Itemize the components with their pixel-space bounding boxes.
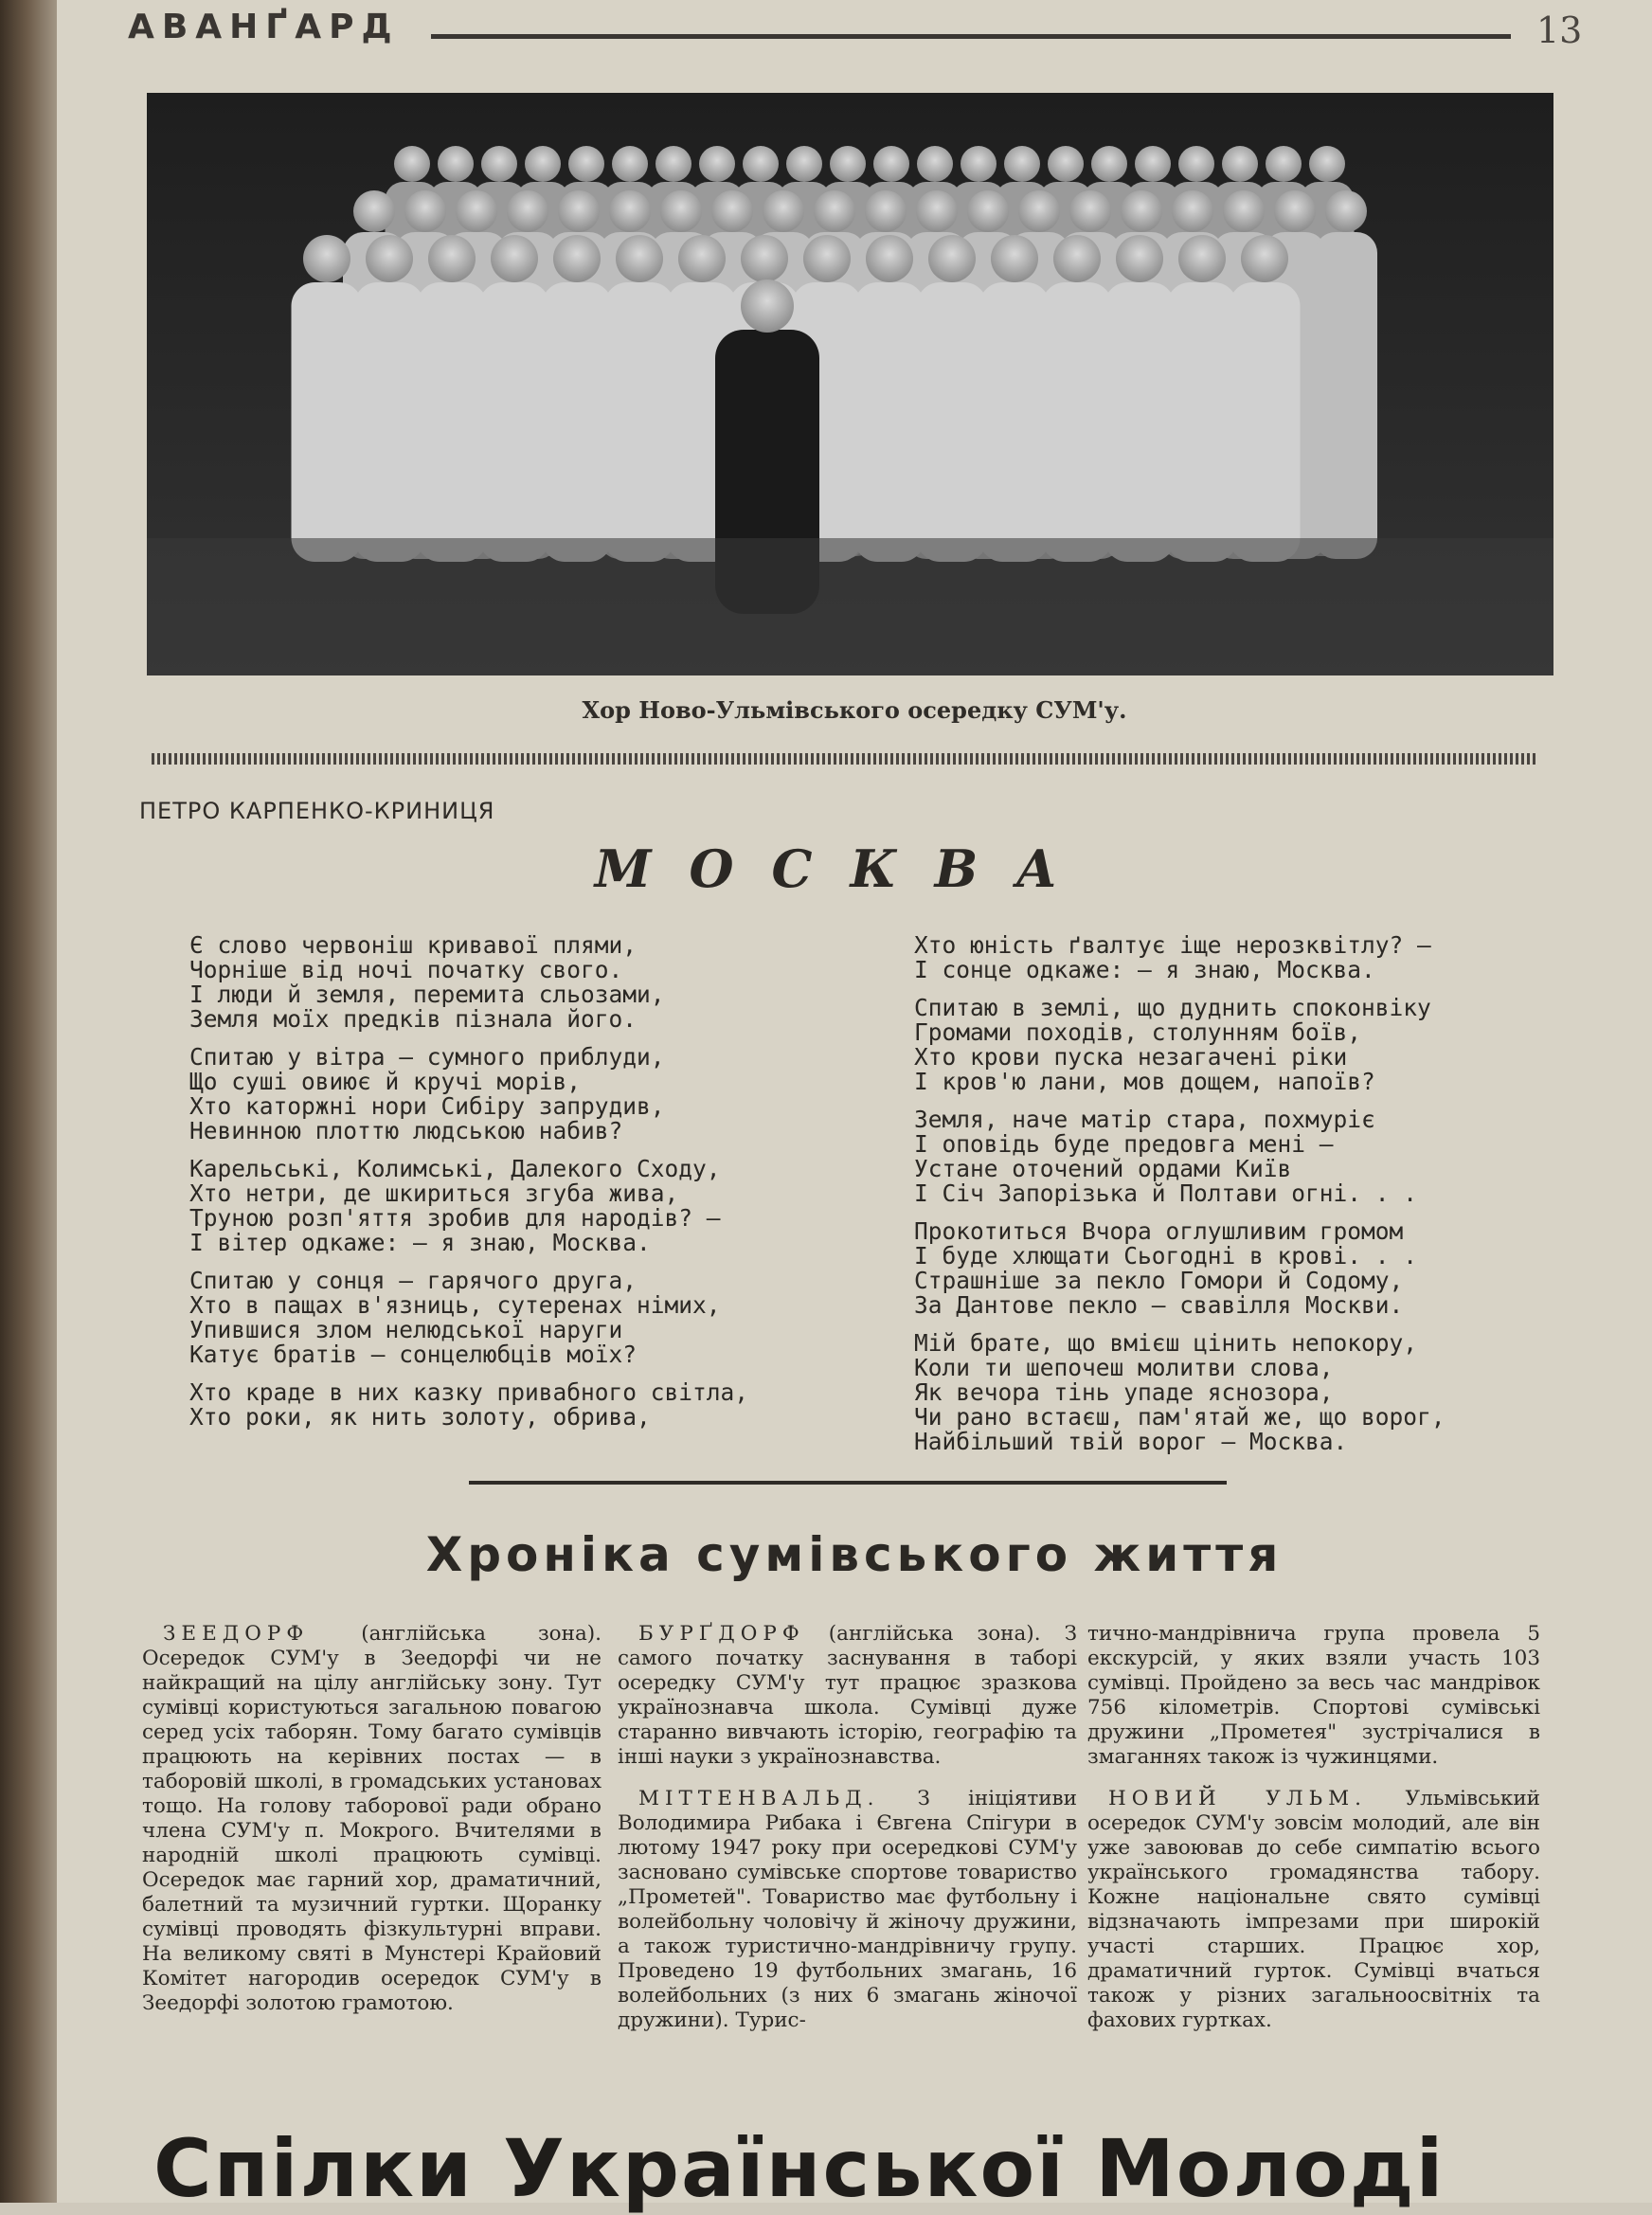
poem-stanza: [189, 1380, 853, 1430]
chronicle-column-1: [142, 1622, 602, 2033]
poem-stanza: [914, 1108, 1520, 1206]
poem-line: Земля моїх предків пізнала його.: [189, 1005, 637, 1033]
poem-title: МОСКВА: [594, 838, 1096, 899]
chronicle-text: З ініціятиви Володимира Рибака і Євгена Спігури в лютому 1947 року при осередкові СУМ'у засновано сумівське спортове товариство „Прометей". Товариство має футбольну і волейбольну чоловічу й жіночу дружини, а також туристично-мандрівничу групу. Проведено 19 футбольних змагань, 16 волейбольних (з них 6 змагань жіночої дружини). Турис-: [618, 1787, 1077, 2032]
singer-head: [866, 235, 913, 282]
singer-head: [1172, 190, 1213, 232]
chronicle-place: БУРҐДОРФ: [638, 1622, 805, 1646]
singer-body: [1315, 232, 1377, 559]
singer-head: [916, 190, 958, 232]
poem-line: І люди й земля, перемита сльозами,: [189, 981, 665, 1008]
singer-head: [1053, 235, 1101, 282]
singer-body: [979, 282, 1050, 562]
singer-head: [1241, 235, 1288, 282]
singer-head: [456, 190, 497, 232]
chronicle-text: тично-мандрівнича група провела 5 екскурсій, у яких взяли участь 103 сумівці. Пройдено за весь час мандрівок 756 кілометрів. Спортові сумівські дружини „Прометея" зустрічалися в змаганнях також із чужинцями.: [1087, 1622, 1540, 1769]
poem-line: Громами походів, столунням боїв,: [914, 1018, 1362, 1046]
singer-head: [873, 146, 909, 182]
singer-head: [865, 190, 907, 232]
singer-head: [1266, 146, 1302, 182]
section-divider: [152, 753, 1536, 765]
singer-head: [814, 190, 855, 232]
singer-head: [1222, 146, 1258, 182]
poem-stanza: [189, 1045, 853, 1144]
singer-head: [967, 190, 1009, 232]
poem-stanza: [914, 933, 1520, 982]
singer-head: [366, 235, 413, 282]
poem-line: Прокотиться Вчора оглушливим громом: [914, 1217, 1404, 1245]
singer-body: [604, 282, 675, 562]
singer-head: [568, 146, 604, 182]
chronicle-entry: [1087, 1787, 1540, 2033]
singer-head: [1178, 235, 1226, 282]
singer-head: [803, 235, 851, 282]
poem-line: Як вечора тінь упаде яснозора,: [914, 1378, 1334, 1406]
singer-head: [404, 190, 446, 232]
singer-head: [678, 235, 726, 282]
singer-head: [1048, 146, 1084, 182]
poem-line: Хто роки, як нить золоту, обрива,: [189, 1403, 651, 1431]
poem-line: Коли ти шепочеш молитви слова,: [914, 1354, 1334, 1381]
poem-line: І оповідь буде предовга мені —: [914, 1130, 1334, 1158]
header-rule: [431, 34, 1511, 39]
singer-head: [1091, 146, 1127, 182]
poem-column-left: [189, 933, 853, 1443]
singer-head: [763, 190, 804, 232]
singer-head: [786, 146, 822, 182]
poem-end-rule: [469, 1481, 1227, 1485]
chronicle-place: НОВИЙ УЛЬМ.: [1108, 1787, 1368, 1810]
poem-line: Спитаю у вітра — сумного приблуди,: [189, 1043, 665, 1071]
singer-head: [558, 190, 600, 232]
poem-line: Хто в пащах в'язниць, сутеренах німих,: [189, 1291, 721, 1319]
singer-head: [917, 146, 953, 182]
singer-head: [394, 146, 430, 182]
poem-line: Труною розп'яття зробив для народів? —: [189, 1204, 721, 1232]
chronicle-text: (англійська зона). Осередок СУМ'у в Зеедорфі чи не найкращий на цілу англійську зону. Тут сумівці користуються загальною повагою серед усіх таборян. Тому багато сумівців працюють на керівних постах — в таборовій школі, в громадських установах тощо. На голову таборової ради обрано члена СУМ'у п. Мокрого. Вчителями в народній школі працюють сумівці. Осередок має гарний хор, драматичний, балетний та музичний гуртки. Щоранку сумівці проводять фізкультурні вправи. На великому святі в Мунстері Крайовий Комітет нагородив осередок СУМ'у в Зеедорфі золотою грамотою.: [142, 1622, 602, 2015]
page-number: 13: [1536, 9, 1583, 51]
singer-head: [699, 146, 735, 182]
singer-head: [553, 235, 601, 282]
singer-head: [1004, 146, 1040, 182]
singer-body: [1042, 282, 1113, 562]
magazine-title: АВАНҐАРД: [128, 8, 400, 46]
singer-head: [928, 235, 976, 282]
singer-head: [743, 146, 779, 182]
poem-line: Хто каторжні нори Сибіру запрудив,: [189, 1092, 665, 1120]
chronicle-entry: [1087, 1622, 1540, 1770]
singer-head: [655, 146, 691, 182]
poem-stanza: [189, 933, 853, 1032]
singer-body: [1104, 282, 1176, 562]
singer-body: [1167, 282, 1238, 562]
singer-body: [542, 282, 613, 562]
chronicle-text: Ульмівський осередок СУМ'у зовсім молодий, але він уже завоював до себе симпатію всього українського громадянства табору. Кожне національне свято сумівці відзначають імпрезами при широкій участі старших. Працює хор, драматичний гурток. Сумівці вчаться також у різних загальноосвітніх та фахових гуртках.: [1087, 1787, 1540, 2032]
singer-head: [660, 190, 702, 232]
poem-line: Спитаю в землі, що дуднить споконвіку: [914, 994, 1431, 1021]
singer-head: [1069, 190, 1111, 232]
chronicle-column-3: [1087, 1622, 1540, 2050]
poem-stanza: [914, 1331, 1520, 1454]
poem-line: Спитаю у сонця — гарячого друга,: [189, 1267, 637, 1294]
poem-line: Устане оточений ордами Київ: [914, 1155, 1292, 1182]
poem-line: Мій брате, що вмієш цінить непокору,: [914, 1329, 1418, 1357]
singer-head: [1274, 190, 1316, 232]
singer-head: [991, 235, 1038, 282]
chronicle-place: МІТТЕНВАЛЬД.: [638, 1787, 880, 1810]
poem-stanza: [914, 996, 1520, 1094]
chronicle-entry: [618, 1787, 1077, 2033]
poem-line: Упившися злом нелюдської наруги: [189, 1316, 623, 1343]
singer-head: [711, 190, 753, 232]
singer-body: [854, 282, 925, 562]
poem-line: Чорніше від ночі початку свого.: [189, 956, 623, 983]
poem-stanza: [189, 1157, 853, 1255]
singer-body: [1230, 282, 1301, 562]
singer-head: [428, 235, 476, 282]
chronicle-entry: [142, 1622, 602, 2016]
chronicle-place: ЗЕЕДОРФ: [163, 1622, 310, 1646]
singer-body: [354, 282, 425, 562]
singer-head: [438, 146, 474, 182]
poem-line: Хто крови пуска незагачені ріки: [914, 1043, 1348, 1071]
singer-head: [616, 235, 663, 282]
singer-head: [741, 235, 788, 282]
chronicle-entry: [618, 1622, 1077, 1770]
poem-line: І сонце одкаже: — я знаю, Москва.: [914, 956, 1375, 983]
poem-column-right: [914, 933, 1520, 1468]
poem-line: Чи рано встаєш, пам'ятай же, що ворог,: [914, 1403, 1446, 1431]
poem-line: Катує братів — сонцелюбців моїх?: [189, 1341, 637, 1368]
singer-head: [481, 146, 517, 182]
singer-head: [525, 146, 561, 182]
singer-body: [917, 282, 988, 562]
singer-head: [1121, 190, 1162, 232]
poem-line: Страшніше за пекло Гомори й Содому,: [914, 1267, 1404, 1294]
poem-line: Хто краде в них казку привабного світла,: [189, 1378, 749, 1406]
singer-head: [830, 146, 866, 182]
poem-line: Хто нетри, де шкириться згуба жива,: [189, 1180, 679, 1207]
chronicle-text: (англійська зона). З самого початку заснування в таборі осередку СУМ'у тут працює зразкова українознавча школа. Сумівці дуже старанно вивчають історію, географію та інші науки з українознавства.: [618, 1622, 1077, 1769]
poem-line: Земля, наче матір стара, похмуріє: [914, 1106, 1375, 1133]
singer-head: [1135, 146, 1171, 182]
poem-line: Що суші овиює й кручі морів,: [189, 1068, 582, 1095]
photo-caption: Хор Ново-Ульмівського осередку СУМ'у.: [582, 696, 1127, 724]
singer-head: [507, 190, 548, 232]
singer-head: [1223, 190, 1265, 232]
singer-body: [417, 282, 488, 562]
choir-photo: [147, 93, 1553, 675]
poem-stanza: [914, 1219, 1520, 1318]
poem-line: Карельські, Колимські, Далекого Сходу,: [189, 1155, 721, 1182]
singer-head: [961, 146, 997, 182]
singer-body: [292, 282, 363, 562]
singer-head: [1325, 190, 1367, 232]
chronicle-title: Хроніка сумівського життя: [425, 1527, 1284, 1582]
poem-stanza: [189, 1269, 853, 1367]
poem-line: І буде хлющати Сьогодні в крові. . .: [914, 1242, 1418, 1270]
singer-head: [1309, 146, 1345, 182]
poem-line: І вітер одкаже: — я знаю, Москва.: [189, 1229, 651, 1256]
singer-head: [1178, 146, 1214, 182]
poem-line: Невинною плоттю людською набив?: [189, 1117, 623, 1144]
chronicle-column-2: [618, 1622, 1077, 2050]
singer-body: [479, 282, 550, 562]
choir-photo-image: [147, 93, 1553, 675]
poem-author: ПЕТРО КАРПЕНКО-КРИНИЦЯ: [139, 798, 495, 824]
singer-head: [609, 190, 651, 232]
poem-line: За Дантове пекло — свавілля Москви.: [914, 1291, 1404, 1319]
conductor-head: [741, 279, 794, 333]
singer-head: [612, 146, 648, 182]
singer-head: [1116, 235, 1163, 282]
poem-line: Найбільший твій ворог — Москва.: [914, 1428, 1348, 1455]
poem-line: І Січ Запорізька й Полтави огні. . .: [914, 1180, 1418, 1207]
singer-head: [353, 190, 395, 232]
poem-line: Є слово червоніш кривавої плями,: [189, 931, 637, 959]
bottom-headline: Спілки Української Молоді: [153, 2122, 1446, 2215]
singer-head: [1018, 190, 1060, 232]
poem-line: Хто юність ґвалтує іще нерозквітлу? —: [914, 931, 1431, 959]
singer-head: [303, 235, 350, 282]
singer-head: [491, 235, 538, 282]
poem-line: І кров'ю лани, мов дощем, напоїв?: [914, 1068, 1375, 1095]
